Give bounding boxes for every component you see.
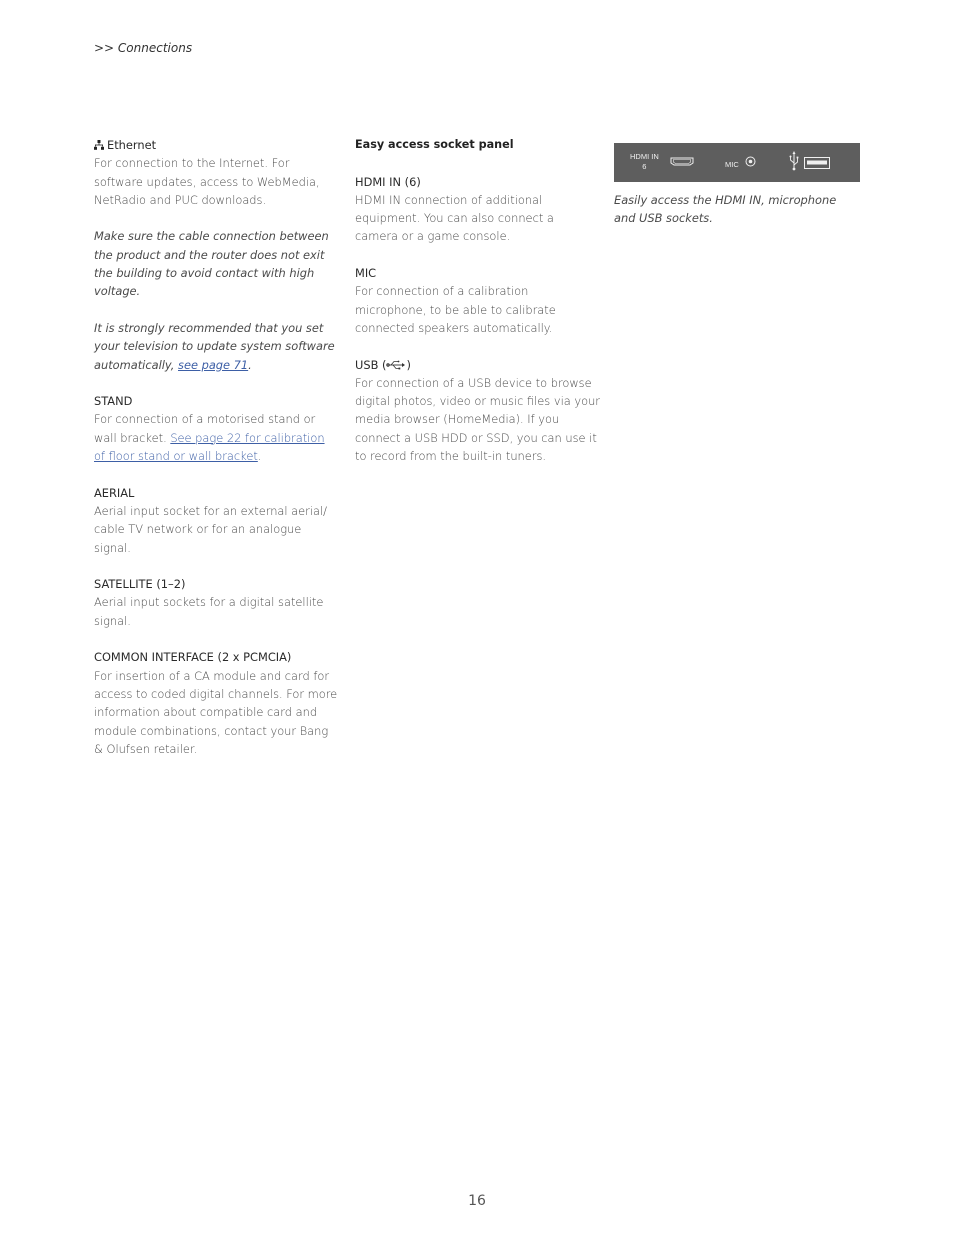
see-page-71-link[interactable]: see page 71: [178, 357, 249, 372]
stand-calibration-link[interactable]: See page 22 for calibration of floor stand or wall bracket: [94, 430, 325, 464]
stand-body-suffix: .: [257, 449, 262, 464]
panel-caption: Easily access the HDMI IN, microphone and USB sockets.: [614, 193, 837, 226]
usb-port-icon: [804, 157, 830, 169]
hdmi-heading: HDMI IN (6): [355, 174, 421, 189]
panel-hdmi-text: HDMI IN: [630, 152, 659, 161]
update-note-suffix: .: [248, 357, 252, 372]
hdmi-body: HDMI IN connection of additional equipment. You can also connect a camera or a game console.: [355, 192, 554, 244]
stand-heading: STAND: [94, 394, 133, 409]
aerial-section: [94, 484, 339, 557]
common-interface-body: For insertion of a CA module and card for access to coded digital channels. For more information about compatible card and module combinations, contact your Bang & Olufsen retailer.: [94, 668, 338, 756]
common-interface-section: [94, 648, 339, 758]
hdmi-port-icon: [670, 157, 694, 166]
breadcrumb: >> Connections: [94, 41, 193, 55]
usb-symbol-icon: [789, 151, 799, 171]
stand-body: For connection of a motorised stand or wall bracket.: [94, 412, 316, 445]
satellite-section: [94, 575, 339, 630]
cable-note: Make sure the cable connection between the product and the router does not exit the building to avoid contact with high voltage.: [94, 229, 329, 299]
aerial-body: Aerial input socket for an external aerial/ cable TV network or for an analogue signal.: [94, 503, 327, 555]
ethernet-body: For connection to the Internet. For software updates, access to WebMedia, NetRadio and PUC downloads.: [94, 156, 320, 207]
usb-heading: [355, 356, 600, 374]
socket-panel-title: Easy access socket panel: [355, 138, 514, 151]
ethernet-title: Ethernet: [107, 138, 157, 152]
satellite-body: Aerial input sockets for a digital satellite signal.: [94, 595, 324, 628]
left-column: [94, 136, 339, 776]
satellite-heading: SATELLITE (1–2): [94, 577, 186, 592]
mic-heading: MIC: [355, 266, 377, 281]
page-number: 16: [468, 1193, 486, 1209]
socket-panel-illustration: [614, 143, 860, 182]
usb-section: [355, 356, 600, 466]
right-column: [614, 136, 860, 228]
ethernet-section: [94, 136, 339, 209]
network-icon: [94, 140, 104, 150]
mic-body: For connection of a calibration microphone, to be able to calibrate connected speakers automatically.: [355, 284, 556, 335]
usb-title-suffix: ): [406, 357, 411, 372]
socket-panel-title-block: [355, 136, 600, 154]
panel-hdmi-label: [630, 152, 659, 171]
common-interface-heading: COMMON INTERFACE (2 x PCMCIA): [94, 650, 292, 665]
ethernet-heading: [94, 136, 339, 154]
usb-icon: [386, 360, 406, 370]
update-note-text: It is strongly recommended that you set your television to update system software automatically,: [94, 320, 335, 372]
mic-port-icon: [745, 156, 756, 167]
panel-hdmi-number: 6: [642, 161, 647, 171]
mic-section: [355, 264, 600, 337]
hdmi-section: [355, 173, 600, 246]
update-note: [94, 319, 339, 374]
usb-title-prefix: USB (: [355, 357, 387, 372]
usb-body: For connection of a USB device to browse digital photos, video or music files via your media browser (HomeMedia). If you connect a USB HDD or SSD, you can use it to record from the built-in tuners.: [355, 375, 600, 464]
middle-column: [355, 136, 600, 484]
stand-section: [94, 392, 339, 465]
panel-mic-label: MIC: [725, 160, 739, 169]
aerial-heading: AERIAL: [94, 485, 135, 500]
